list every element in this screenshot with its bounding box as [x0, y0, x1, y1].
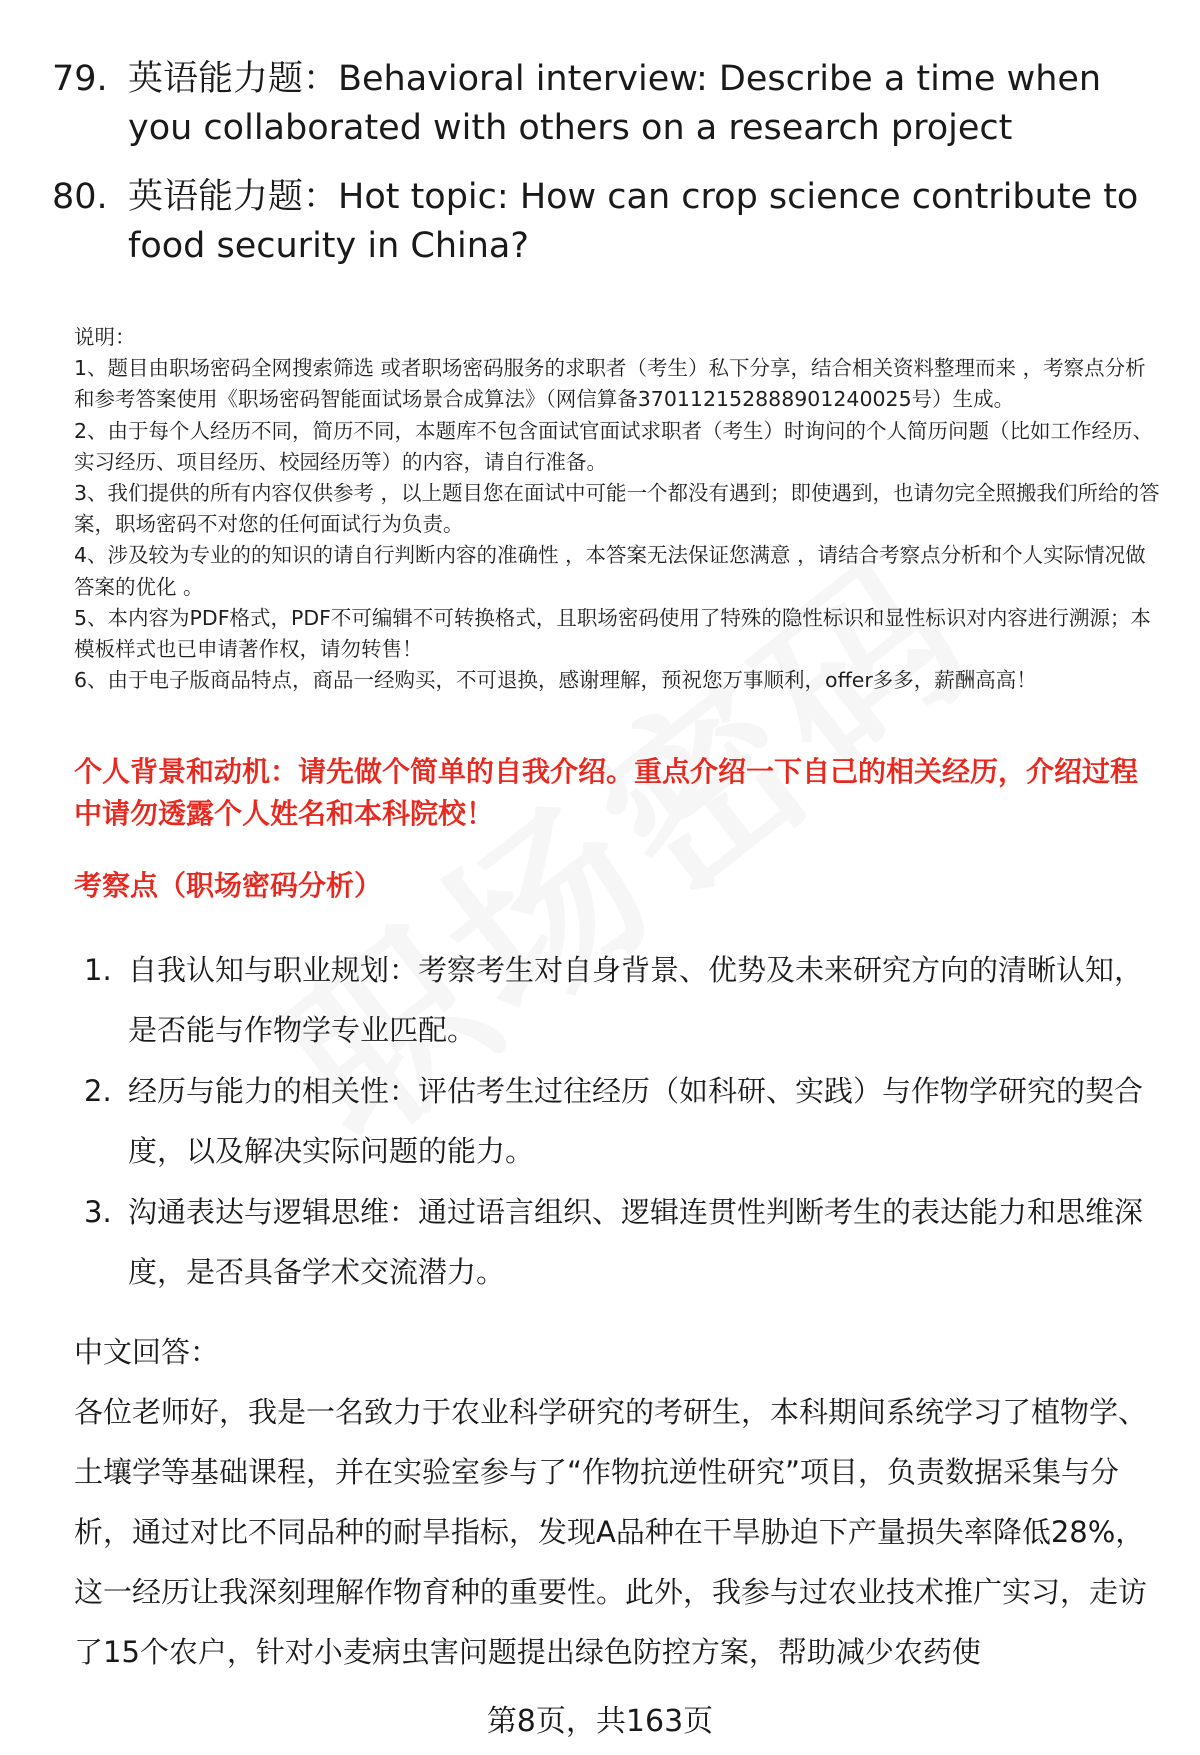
answer-body: 各位老师好，我是一名致力于农业科学研究的考研生，本科期间系统学习了植物学、土壤学等基础课程，并在实验室参与了“作物抗逆性研究”项目，负责数据采集与分析，通过对比不同品种的耐旱指标，发现A品种在干旱胁迫下产量损失率降低28%，这一经历让我深刻理解作物育种的重要性。此外，我参与过农业技术推广实习，走访了15个农户，针对小麦病虫害问题提出绿色防控方案，帮助减少农药使 [74, 1395, 1148, 1669]
question-number: 80. [52, 177, 108, 217]
point-number: 2. [84, 1074, 112, 1108]
note-item: 5、本内容为PDF格式，PDF不可编辑不可转换格式，且职场密码使用了特殊的隐性标识和显性标识对内容进行溯源；本模板样式也已申请著作权，请勿转售！ [74, 605, 1151, 662]
note-item: 4、涉及较为专业的的知识的请自行判断内容的准确性 ，本答案无法保证您满意 ，请结合考察点分析和个人实际情况做答案的优化 。 [74, 543, 1146, 599]
analysis-heading: 考察点（职场密码分析） [74, 869, 383, 902]
analysis-points [84, 940, 1164, 1303]
question-text: 英语能力题：Hot topic: How can crop science contribute to food security in China? [128, 177, 1139, 266]
analysis-point [84, 940, 1164, 1060]
answer-label: 中文回答： [74, 1335, 220, 1369]
point-text: 沟通表达与逻辑思维：通过语言组织、逻辑连贯性判断考生的表达能力和思维深度，是否具备学术交流潜力。 [128, 1195, 1144, 1289]
point-number: 1. [84, 953, 112, 987]
analysis-point [84, 1182, 1164, 1302]
analysis-point [84, 1061, 1164, 1181]
question-text: 英语能力题：Behavioral interview: Describe a time when you collaborated with others on a research project [128, 59, 1102, 148]
note-item: 3、我们提供的所有内容仅供参考 ，以上题目您在面试中可能一个都没有遇到；即使遇到，也请勿完全照搬我们所给的答案，职场密码不对您的任何面试行为负责。 [74, 481, 1160, 537]
question-number: 79. [52, 59, 108, 99]
point-number: 3. [84, 1195, 112, 1229]
note-item: 2、由于每个人经历不同，简历不同，本题库不包含面试官面试求职者（考生）时询问的个人简历问题（比如工作经历、实习经历、项目经历、校园经历等）的内容，请自行准备。 [74, 418, 1154, 474]
page-number: 第8页，共163页 [486, 1704, 714, 1739]
note-item: 1、题目由职场密码全网搜索筛选 或者职场密码服务的求职者（考生）私下分享，结合相关资料整理而来 ，考察点分析和参考答案使用《职场密码智能面试场景合成算法》（网信算备370112152888901240025号）生成。 [74, 356, 1146, 412]
point-text: 经历与能力的相关性：评估考生过往经历（如科研、实践）与作物学研究的契合度，以及解决实际问题的能力。 [128, 1074, 1144, 1168]
point-text: 自我认知与职业规划：考察考生对自身背景、优势及未来研究方向的清晰认知，是否能与作物学专业匹配。 [128, 953, 1144, 1047]
notes-block [74, 322, 1164, 696]
notes-title: 说明： [74, 325, 136, 349]
question-80 [52, 173, 1162, 271]
note-item: 6、由于电子版商品特点，商品一经购买，不可退换，感谢理解，预祝您万事顺利，offer多多，薪酬高高！ [74, 668, 1037, 693]
section-question: 个人背景和动机：请先做个简单的自我介绍。重点介绍一下自己的相关经历，介绍过程中请勿透露个人姓名和本科院校！ [74, 755, 1139, 830]
question-79 [52, 55, 1162, 153]
